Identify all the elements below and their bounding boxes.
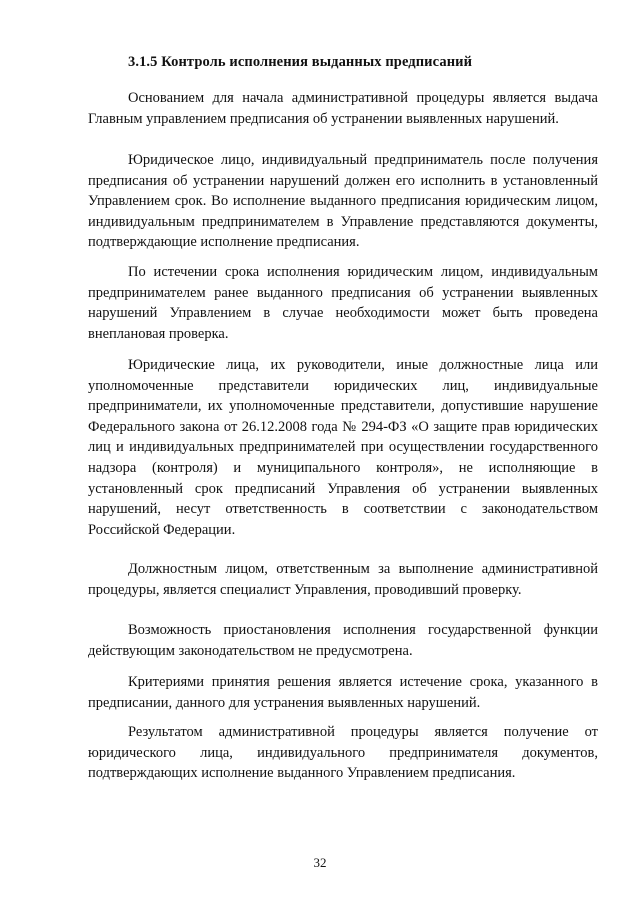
page-number: 32 <box>313 855 327 870</box>
paragraph: Результатом административной процедуры является получение от юридического лица, индивидуального предпринимателя документов, подтверждающих исполнение выданного Управлением предписания. <box>88 724 598 782</box>
paragraph: Юридические лица, их руководители, иные должностные лица или уполномоченные представители юридических лиц, индивидуальные предприниматели, их уполномоченные представители, допустившие нарушение Федерального закона от 26.12.2008 года № 294-ФЗ «О защите прав юридических лиц и индивидуальных предпринимателей при осуществлении государственного надзора (контроля) и муниципального контроля», не исполняющие в установленный срок предписаний Управления об устранении выявленных нарушений, несут ответственность в соответствии с законодательством Российской Федерации. <box>88 357 598 538</box>
paragraph: Критериями принятия решения является истечение срока, указанного в предписании, данного для устранения выявленных нарушений. <box>88 674 598 711</box>
paragraph: Должностным лицом, ответственным за выполнение административной процедуры, является специалист Управления, проводивший проверку. <box>88 561 598 598</box>
paragraph: Юридическое лицо, индивидуальный предприниматель после получения предписания об устранении нарушений должен его исполнить в установленный Управлением срок. Во исполнение выданного предписания юридическим лицом, индивидуальным предпринимателем в Управление представляются документы, подтверждающие исполнение предписания. <box>88 152 598 251</box>
section-heading: 3.1.5 Контроль исполнения выданных предписаний <box>128 54 473 70</box>
paragraph: Основанием для начала административной процедуры является выдача Главным управлением предписания об устранении выявленных нарушений. <box>88 90 598 127</box>
paragraph: По истечении срока исполнения юридическим лицом, индивидуальным предпринимателем ранее выданного предписания об устранении выявленных нарушений Управлением в случае необходимости может быть проведена внеплановая проверка. <box>88 264 598 342</box>
paragraph: Возможность приостановления исполнения государственной функции действующим законодательством не предусмотрена. <box>88 622 598 659</box>
